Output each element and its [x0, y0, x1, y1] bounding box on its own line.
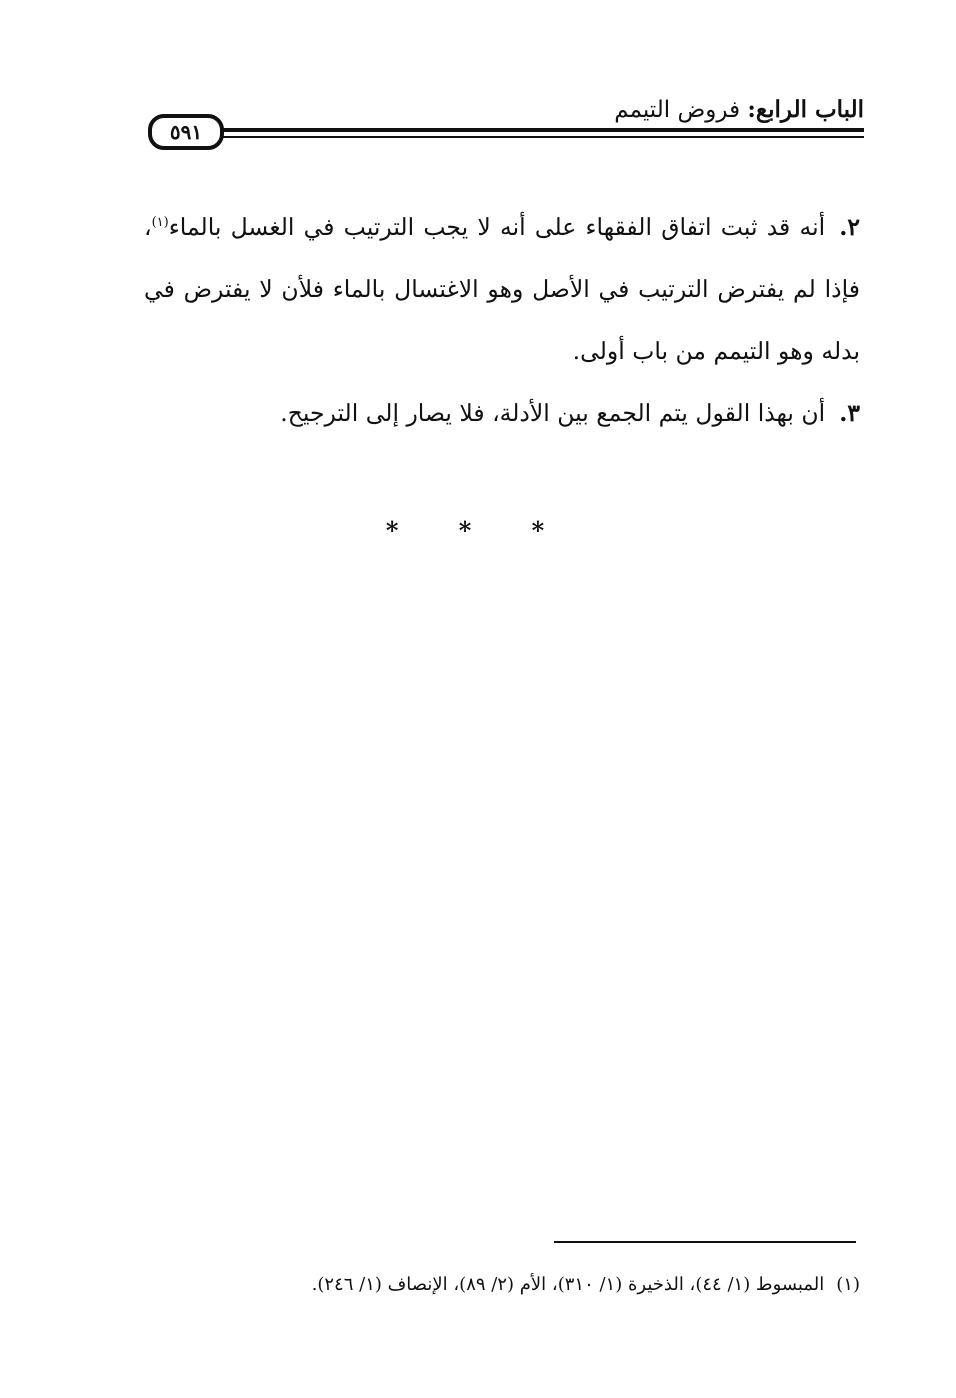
footnote-1-number: (١) [836, 1274, 860, 1295]
page-number-box [148, 114, 224, 150]
footnote-1-text: المبسوط (١/ ٤٤)، الذخيرة (١/ ٣١٠)، الأم (٢/ ٨٩)، الإنصاف (١/ ٢٤٦). [311, 1274, 825, 1295]
list-item-2-text-a: أنه قد ثبت اتفاق الفقهاء على أنه لا يجب الترتيب في الغسل بالماء [168, 213, 826, 241]
section-ornament: * * * [385, 516, 571, 545]
footnote-separator [554, 1241, 856, 1243]
page-number: ٥٩١ [169, 120, 203, 144]
list-item-3-text: أن بهذا القول يتم الجمع بين الأدلة، فلا يصار إلى الترجيح. [280, 399, 826, 427]
list-item-3-number: ٣. [839, 399, 860, 427]
footnote-ref-1: (١) [151, 215, 169, 231]
list-item-3 [144, 382, 860, 444]
list-item-2-number: ٢. [839, 213, 860, 241]
header-double-rule [222, 128, 864, 140]
header-rule-thin [222, 136, 864, 138]
list-item-2 [144, 196, 860, 382]
running-title [614, 96, 864, 123]
body-text [144, 196, 860, 444]
list-item-2-text-b: ، فإذا لم يفترض الترتيب في الأصل وهو الاغتسال بالماء فلأن لا يفترض في بدله وهو التيمم من باب أولى. [144, 213, 860, 365]
running-title-chapter: الباب الرابع: [747, 96, 864, 123]
footnote-1 [144, 1270, 860, 1300]
header-rule-thick [222, 128, 864, 132]
running-title-topic: فروض التيمم [614, 97, 748, 123]
